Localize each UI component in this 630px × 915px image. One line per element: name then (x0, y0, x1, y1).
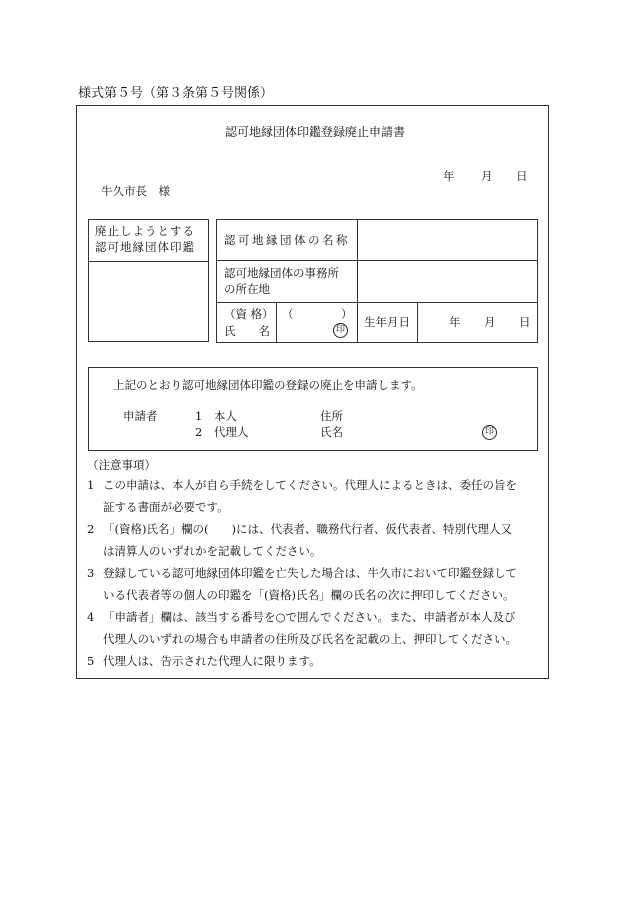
seal-impression-area[interactable] (89, 262, 208, 342)
note-number: 1 (87, 478, 95, 492)
birth-month-label: 月 (484, 315, 496, 329)
note-text-continued: 証する書面が必要です。 (103, 500, 229, 514)
qualification-paren-open: （ (282, 307, 294, 321)
applicant-address-label: 住所 (320, 409, 343, 423)
applicant-seal-icon: 印 (482, 425, 497, 440)
form-number-label: 様式第５号（第３条第５号関係） (78, 86, 274, 101)
birth-year-label: 年 (449, 315, 461, 329)
applicant-address-field[interactable] (351, 408, 501, 424)
declaration-box (88, 367, 538, 451)
note-number: 2 (87, 522, 95, 536)
abolished-seal-heading (89, 220, 208, 262)
addressee: 牛久市長 様 (101, 184, 170, 198)
note-number: 3 (87, 566, 95, 580)
declaration-statement: 上記のとおり認可地縁団体印鑑の登録の廃止を申請します。 (113, 378, 423, 392)
notes-heading: （注意事項） (87, 458, 156, 472)
organization-name-field[interactable] (363, 232, 533, 248)
note-item-4 (87, 606, 542, 650)
date-month-label: 月 (481, 169, 493, 183)
note-item-2 (87, 518, 542, 562)
abolished-seal-heading-line2: 認可地縁団体印鑑 (95, 240, 195, 254)
office-address-field[interactable] (363, 272, 533, 288)
note-text: 「(資格)氏名」欄の( )には、代表者、職務代行者、仮代表者、特別代理人又 (103, 522, 512, 536)
qualification-paren-close: ） (341, 307, 353, 321)
note-text: 登録している認可地縁団体印鑑を亡失した場合は、牛久市において印鑑登録して (103, 566, 517, 580)
note-text-continued: は清算人のいずれかを記載してください。 (103, 544, 322, 558)
date-year-label: 年 (443, 169, 455, 183)
note-item-3 (87, 562, 542, 606)
representative-name-label: 氏 名 (224, 324, 270, 338)
note-text-continued: 代理人のいずれの場合も申請者の住所及び氏名を記載の上、押印してください。 (103, 632, 517, 646)
note-number: 4 (87, 610, 95, 624)
note-item-1 (87, 474, 542, 518)
note-item-5 (87, 650, 542, 672)
organization-info-table (216, 219, 538, 343)
applicant-label: 申請者 (123, 409, 158, 423)
applicant-name-label: 氏名 (320, 425, 343, 439)
abolished-seal-heading-line1: 廃止しようとする (95, 224, 195, 238)
note-number: 5 (87, 654, 95, 668)
note-text: この申請は、本人が自ら手続をしてください。代理人によるときは、委任の旨を (103, 478, 517, 492)
birth-day-label: 日 (519, 315, 531, 329)
office-address-label-line2: の所在地 (224, 282, 270, 296)
table-column-divider (357, 220, 358, 342)
abolished-seal-box (88, 219, 209, 342)
applicant-option-self[interactable]: 1 本人 (195, 409, 237, 423)
note-text: 代理人は、告示された代理人に限ります。 (103, 654, 321, 668)
birthdate-label: 生年月日 (364, 315, 410, 329)
applicant-option-agent[interactable]: 2 代理人 (195, 425, 249, 439)
note-text: 「申請者」欄は、該当する番号を○で囲んでください。また、申請者が本人及び (103, 610, 516, 624)
date-day-label: 日 (516, 169, 528, 183)
form-title: 認可地縁団体印鑑登録廃止申請書 (224, 125, 405, 139)
seal-icon: 印 (333, 323, 348, 338)
table-row-divider (217, 260, 537, 261)
office-address-label-line1: 認可地縁団体の事務所 (224, 266, 339, 280)
table-column-divider (276, 302, 277, 342)
table-column-divider (417, 302, 418, 342)
table-row-divider (217, 302, 537, 303)
qualification-label: （資 格） (224, 307, 274, 321)
organization-name-label: 認可地縁団体の名称 (224, 233, 350, 247)
note-text-continued: いる代表者等の個人の印鑑を「(資格)氏名」欄の氏名の次に押印してください。 (103, 588, 515, 602)
applicant-name-field[interactable] (351, 424, 471, 440)
